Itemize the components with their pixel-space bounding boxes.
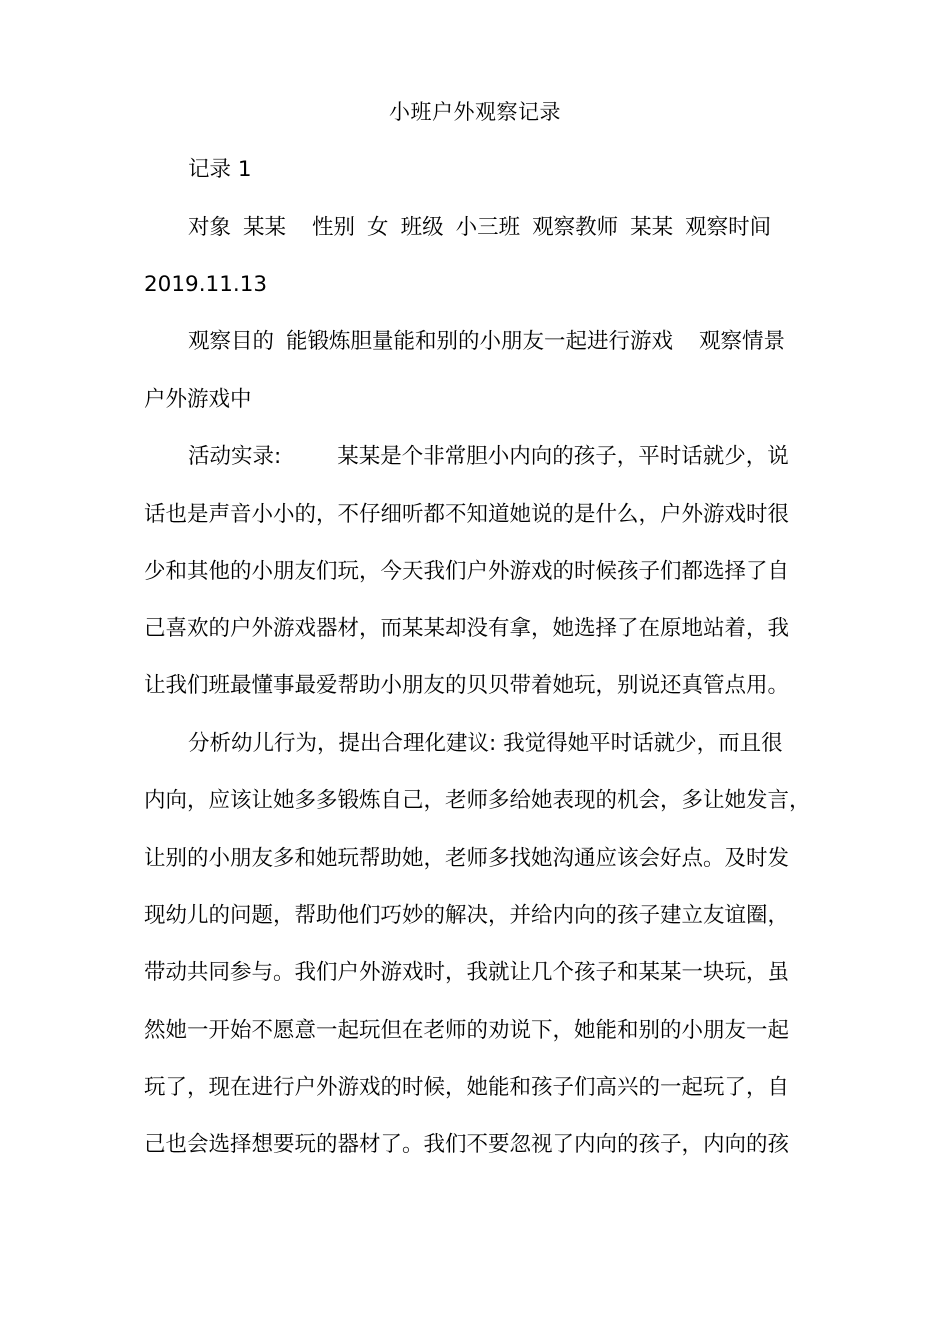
info-line <box>188 212 771 244</box>
time-label: 观察时间 <box>685 215 772 240</box>
scene-value: 户外游戏中 <box>144 387 252 412</box>
class-label: 班级 <box>400 215 444 240</box>
class-value: 小三班 <box>455 215 521 240</box>
teacher-value: 某某 <box>630 215 674 240</box>
activity-label: 活动实录: <box>188 444 282 469</box>
teacher-label: 观察教师 <box>532 215 619 240</box>
scene-label: 观察情景 <box>699 329 786 354</box>
gender-label: 性别 <box>312 215 356 240</box>
gender-value: 女 <box>367 215 389 240</box>
subject-value: 某某 <box>243 215 287 240</box>
purpose-label: 观察目的 <box>188 329 275 354</box>
analysis-line-8: 己也会选择想要玩的器材了。我们不要忽视了内向的孩子，内向的孩 <box>144 1132 790 1157</box>
analysis-line-6: 然她一开始不愿意一起玩但在老师的劝说下，她能和别的小朋友一起 <box>144 1018 790 1043</box>
purpose-value: 能锻炼胆量能和别的小朋友一起进行游戏 <box>286 329 674 354</box>
document-title: 小班户外观察记录 <box>389 100 561 124</box>
time-value: 2019.11.13 <box>144 272 268 297</box>
analysis-line-5: 带动共同参与。我们户外游戏时，我就让几个孩子和某某一块玩，虽 <box>144 960 790 985</box>
analysis-line-4: 现幼儿的问题，帮助他们巧妙的解决，并给内向的孩子建立友谊圈， <box>144 903 790 928</box>
activity-line-4: 己喜欢的户外游戏器材，而某某却没有拿，她选择了在原地站着，我 <box>144 616 790 641</box>
analysis-line-2: 内向，应该让她多多锻炼自己，老师多给她表现的机会，多让她发言， <box>144 788 811 813</box>
activity-line-3: 少和其他的小朋友们玩，今天我们户外游戏的时候孩子们都选择了自 <box>144 559 790 584</box>
activity-line-5: 让我们班最懂事最爱帮助小朋友的贝贝带着她玩，别说还真管点用。 <box>144 673 790 698</box>
activity-text: 某某是个非常胆小内向的孩子，平时话就少，说 <box>337 444 789 469</box>
activity-line-1 <box>188 441 789 473</box>
analysis-line-7: 玩了，现在进行户外游戏的时候，她能和孩子们高兴的一起玩了，自 <box>144 1075 790 1100</box>
analysis-line-1: 分析幼儿行为，提出合理化建议: 我觉得她平时话就少，而且很 <box>188 731 783 756</box>
analysis-line-3: 让别的小朋友多和她玩帮助她，老师多找她沟通应该会好点。及时发 <box>144 846 790 871</box>
record-label: 记录 1 <box>188 157 252 182</box>
purpose-line <box>188 326 785 358</box>
activity-line-2: 话也是声音小小的，不仔细听都不知道她说的是什么，户外游戏时很 <box>144 502 790 527</box>
subject-label: 对象 <box>188 215 232 240</box>
